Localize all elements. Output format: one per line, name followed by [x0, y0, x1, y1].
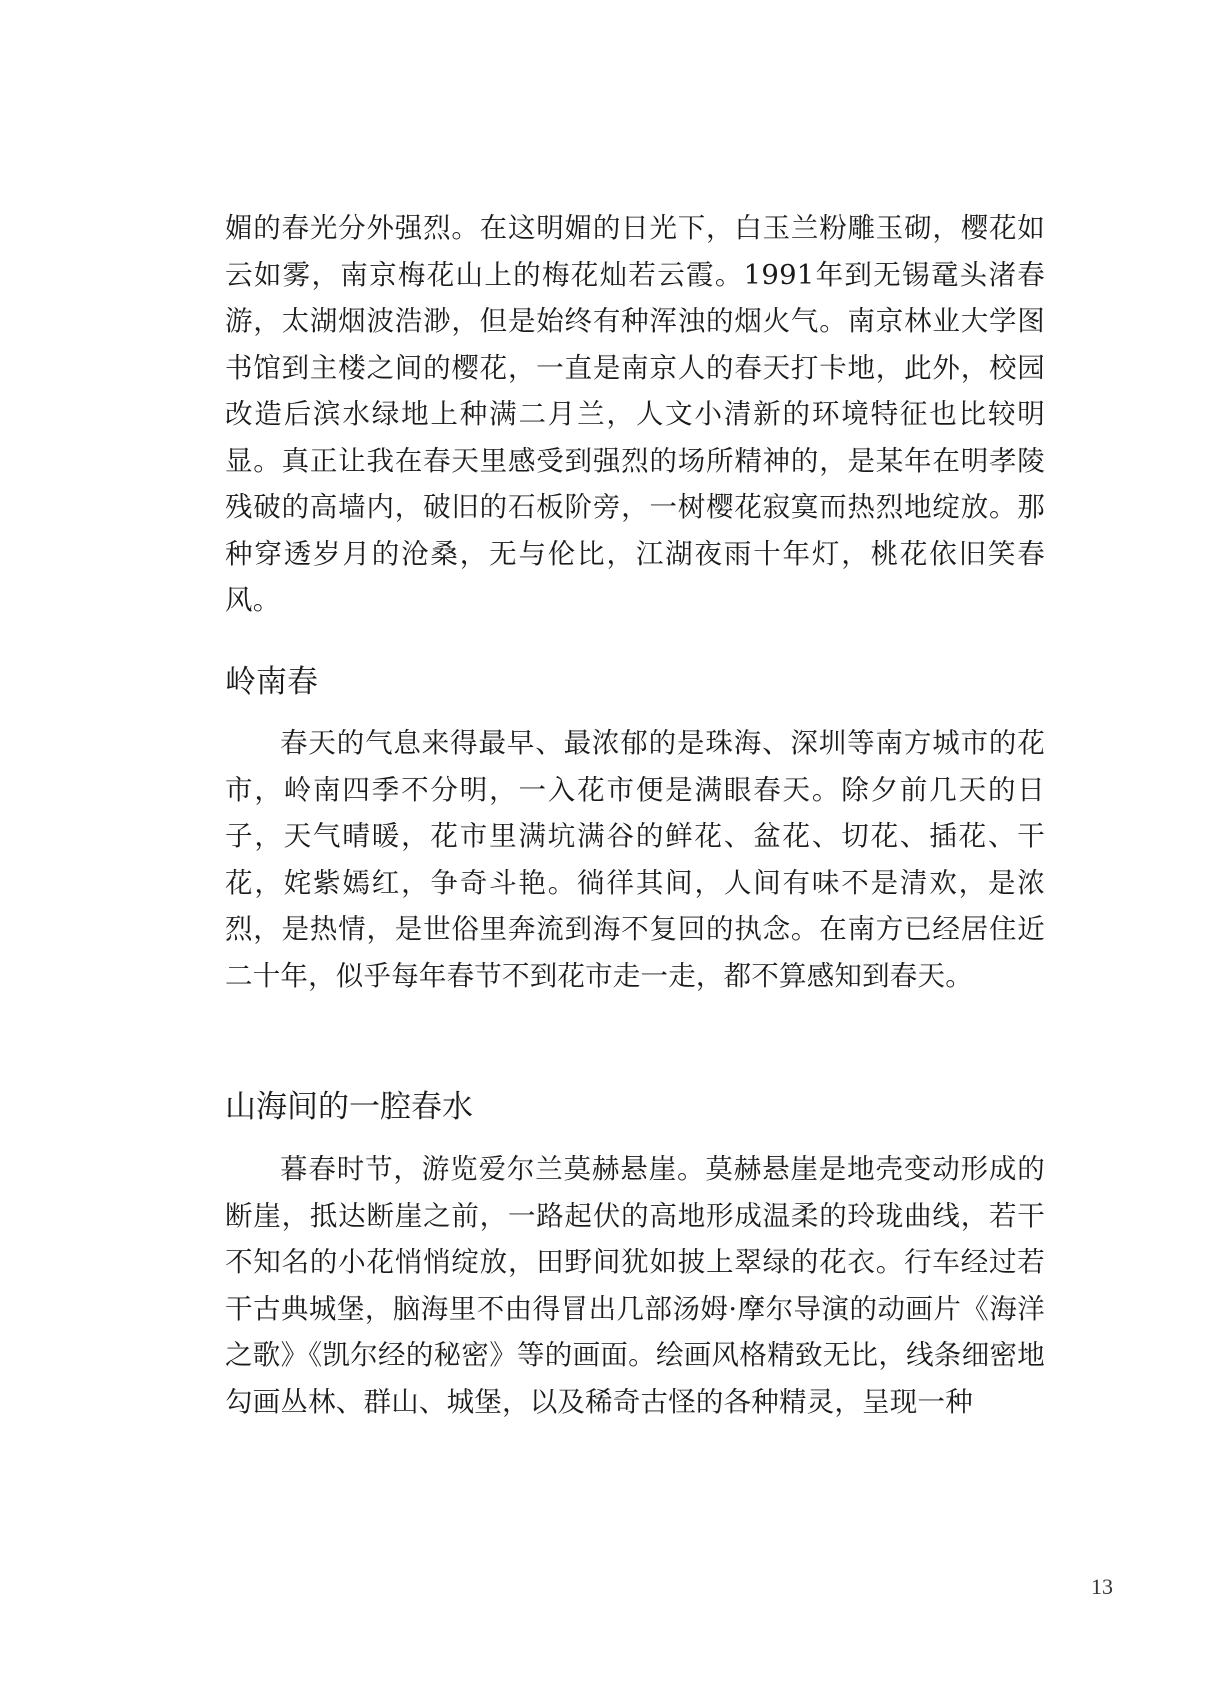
paragraph-block-3	[225, 1146, 1045, 1425]
body-paragraph: 春天的气息来得最早、最浓郁的是珠海、深圳等南方城市的花市，岭南四季不分明，一入花市便是满眼春天。除夕前几天的日子，天气晴暖，花市里满坑满谷的鲜花、盆花、切花、插花、干花，姹紫嫣红，争奇斗艳。徜徉其间，人间有味不是清欢，是浓烈，是热情，是世俗里奔流到海不复回的执念。在南方已经居住近二十年，似乎每年春节不到花市走一走，都不算感知到春天。	[225, 727, 1045, 992]
body-paragraph: 媚的春光分外强烈。在这明媚的日光下，白玉兰粉雕玉砌，樱花如云如雾，南京梅花山上的梅花灿若云霞。1991年到无锡鼋头渚春游，太湖烟波浩渺，但是始终有种浑浊的烟火气。南京林业大学图书馆到主楼之间的樱花，一直是南京人的春天打卡地，此外，校园改造后滨水绿地上种满二月兰，人文小清新的环境特征也比较明显。真正让我在春天里感受到强烈的场所精神的，是某年在明孝陵残破的高墙内，破旧的石板阶旁，一树樱花寂寞而热烈地绽放。那种穿透岁月的沧桑，无与伦比，江湖夜雨十年灯，桃花依旧笑春风。	[225, 212, 1045, 616]
paragraph-block-2	[225, 720, 1045, 999]
paragraph-block-1	[225, 205, 1045, 624]
section-heading: 山海间的一腔春水	[225, 1089, 473, 1125]
body-paragraph: 暮春时节，游览爱尔兰莫赫悬崖。莫赫悬崖是地壳变动形成的断崖，抵达断崖之前，一路起伏的高地形成温柔的玲珑曲线，若干不知名的小花悄悄绽放，田野间犹如披上翠绿的花衣。行车经过若干古典城堡，脑海里不由得冒出几部汤姆·摩尔导演的动画片《海洋之歌》《凯尔经的秘密》等的画面。绘画风格精致无比，线条细密地勾画丛林、群山、城堡，以及稀奇古怪的各种精灵，呈现一种	[225, 1153, 1045, 1418]
page-number: 13	[1091, 1574, 1113, 1599]
section-heading: 岭南春	[225, 664, 318, 700]
